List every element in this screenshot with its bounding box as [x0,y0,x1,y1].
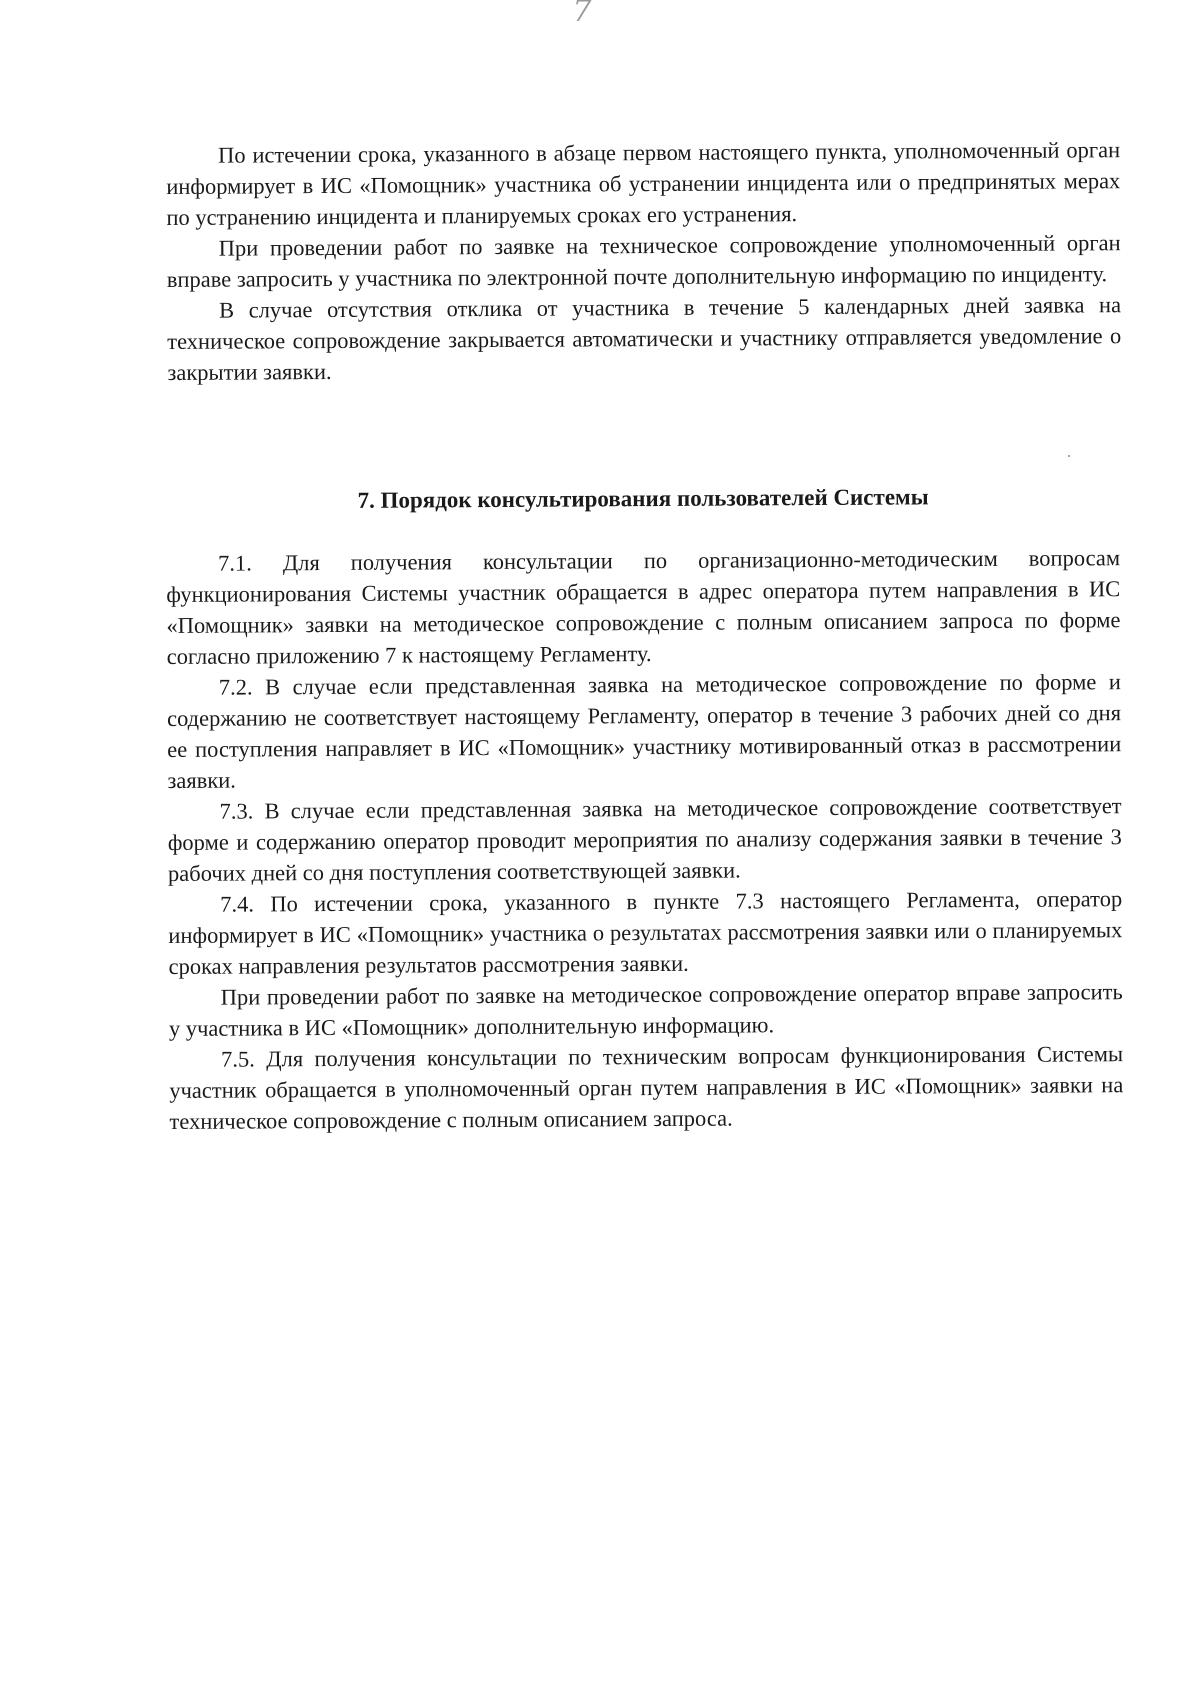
paragraph-7-3: 7.3. В случае если представленная заявка на методическое сопровождение соответствует форме и содержанию оператор проводит мероприятия по анализу содержания заявки в течение 3 рабочих дней со дня поступления соответствующей заявки. [167,793,1122,886]
section-heading: 7. Порядок консультирования пользователей Системы [357,484,929,513]
paragraph-7-2: 7.2. В случае если представленная заявка на методическое сопровождение по форме и содержанию не соответствует настоящему Регламенту, оператор в течение 3 рабочих дней со дня ее поступления направляет в ИС «Помощник» участнику мотивированный отказ в рассмотрении заявки. [166,669,1122,793]
paragraph-incident-info: По истечении срока, указанного в абзаце первом настоящего пункта, уполномоченный орган информирует в ИС «Помощник» участника об устранении инцидента или о предпринятых мерах по устранению инцидента и планируемых сроках его устранения. [166,137,1121,230]
paragraph-7-5: 7.5. Для получения консультации по техническим вопросам функционирования Системы участник обращается в уполномоченный орган путем направления в ИС «Помощник» заявки на техническое сопровождение с полным описанием запроса. [169,1041,1124,1134]
handwritten-page-number: 7 [572,0,592,29]
paragraph-auto-close: В случае отсутствия отклика от участника в течение 5 календарных дней заявка на техническое сопровождение закрывается автоматически и участнику отправляется уведомление о закрытии заявки. [167,292,1122,385]
scan-speck [1068,455,1070,457]
section-text-block [166,542,1124,1137]
paragraph-7-4: 7.4. По истечении срока, указанного в пункте 7.3 настоящего Регламента, оператор информирует в ИС «Помощник» участника о результатах рассмотрения заявки или о планируемых сроках направления результатов рассмотрения заявки. [168,886,1123,979]
top-text-block [166,134,1121,388]
paragraph-7-4-additional: При проведении работ по заявке на методическое сопровождение оператор вправе запросить у участника в ИС «Помощник» дополнительную информацию. [168,979,1123,1041]
paragraph-7-1: 7.1. Для получения консультации по организационно-методическим вопросам функционирования Системы участник обращается в адрес оператора путем направления в ИС «Помощник» заявки на методическое сопровождение с полным описанием запроса по форме согласно приложению 7 к настоящему Регламенту. [166,545,1121,669]
paragraph-additional-info-request: При проведении работ по заявке на техническое сопровождение уполномоченный орган вправе запросить у участника по электронной почте дополнительную информацию по инциденту. [166,230,1121,292]
